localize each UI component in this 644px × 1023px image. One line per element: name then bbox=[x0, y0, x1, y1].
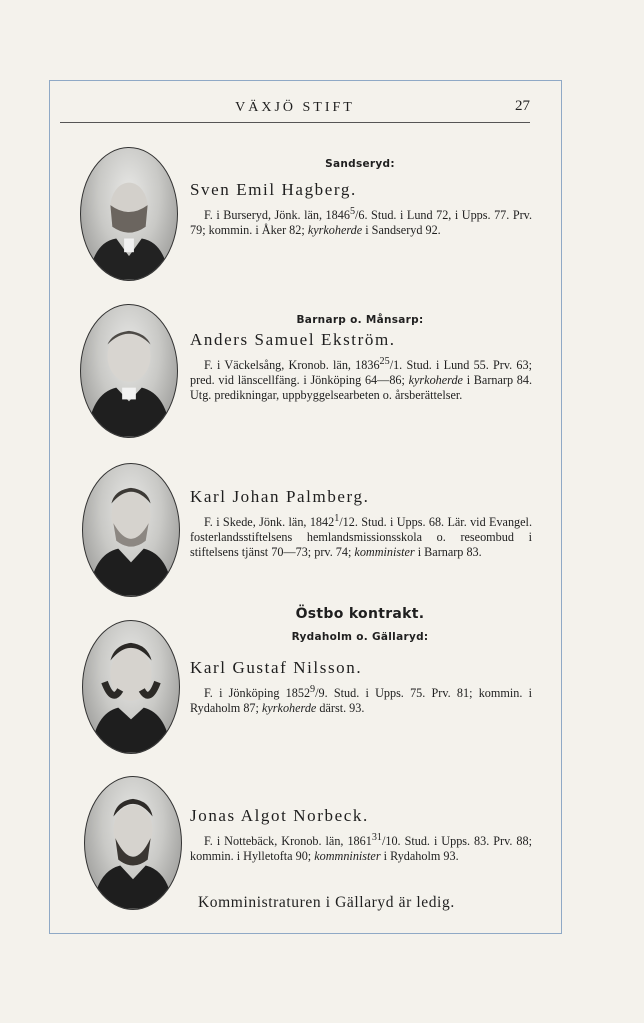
entry-text: F. i Jönköping 1852$^9$/9. Stud. i Upps. 75. Prv. 81; kommin. i Rydaholm 87; kyrkoherde därst. 93. bbox=[190, 684, 532, 716]
entry-text: F. i Väckelsång, Kronob. län, 1836$^{25}$/1. Stud. i Lund 55. Prv. 63; pred. vid länscellfäng. i Jönköping 64—86; kyrkoherde i Barnarp 84. Utg. predikningar, uppbyggelsearbeten o. årsberättelser. bbox=[190, 356, 532, 403]
entry-ekstrom bbox=[190, 330, 532, 403]
page-number: 27 bbox=[515, 98, 530, 114]
entry-text: F. i Burseryd, Jönk. län, 1846$^5$/6. Stud. i Lund 72, i Upps. 77. Prv. 79; kommin. i Åker 82; kyrkoherde i Sandseryd 92. bbox=[190, 206, 533, 238]
entry-name: Karl Gustaf Nilsson. bbox=[190, 658, 363, 677]
running-title: VÄXJÖ STIFT bbox=[235, 100, 355, 115]
entry-name: Jonas Algot Norbeck. bbox=[190, 806, 369, 825]
section-heading-sandseryd: Sandseryd: bbox=[325, 158, 395, 170]
page-header bbox=[60, 100, 530, 124]
entry-name: Sven Emil Hagberg. bbox=[190, 180, 357, 199]
section-heading-barnarp: Barnarp o. Månsarp: bbox=[296, 314, 424, 326]
person-portrait-icon bbox=[81, 148, 177, 280]
entry-name: Anders Samuel Ekström. bbox=[190, 330, 396, 349]
entry-text: F. i Nottebäck, Kronob. län, 1861$^{31}$/10. Stud. i Upps. 83. Prv. 88; kommin. i Hylletofta 90; kommninister i Rydaholm 93. bbox=[190, 832, 532, 864]
entry-name: Karl Johan Palmberg. bbox=[190, 487, 370, 506]
portrait-palmberg bbox=[82, 463, 180, 597]
entry-nilsson bbox=[190, 658, 532, 716]
portrait-norbeck bbox=[84, 776, 182, 910]
entry-hagberg bbox=[190, 180, 532, 238]
portrait-nilsson bbox=[82, 620, 180, 754]
entry-norbeck bbox=[190, 806, 532, 864]
section-heading-ostbo: Östbo kontrakt. bbox=[295, 606, 425, 622]
entry-palmberg bbox=[190, 487, 532, 560]
portrait-ekstrom bbox=[80, 304, 178, 438]
portrait-hagberg bbox=[80, 147, 178, 281]
entry-text: F. i Skede, Jönk. län, 1842$^1$/12. Stud. i Upps. 68. Lär. vid Evangel. fosterlandsstiftelsens hemlandsmissionsskola o. reseombud i stiftelsens tjänst 70—73; prv. 74; komminister i Barnarp 83. bbox=[190, 513, 532, 560]
vacancy-note: Komministraturen i Gällaryd är ledig. bbox=[198, 894, 455, 911]
header-rule bbox=[60, 122, 530, 123]
section-heading-rydaholm: Rydaholm o. Gällaryd: bbox=[291, 631, 429, 643]
